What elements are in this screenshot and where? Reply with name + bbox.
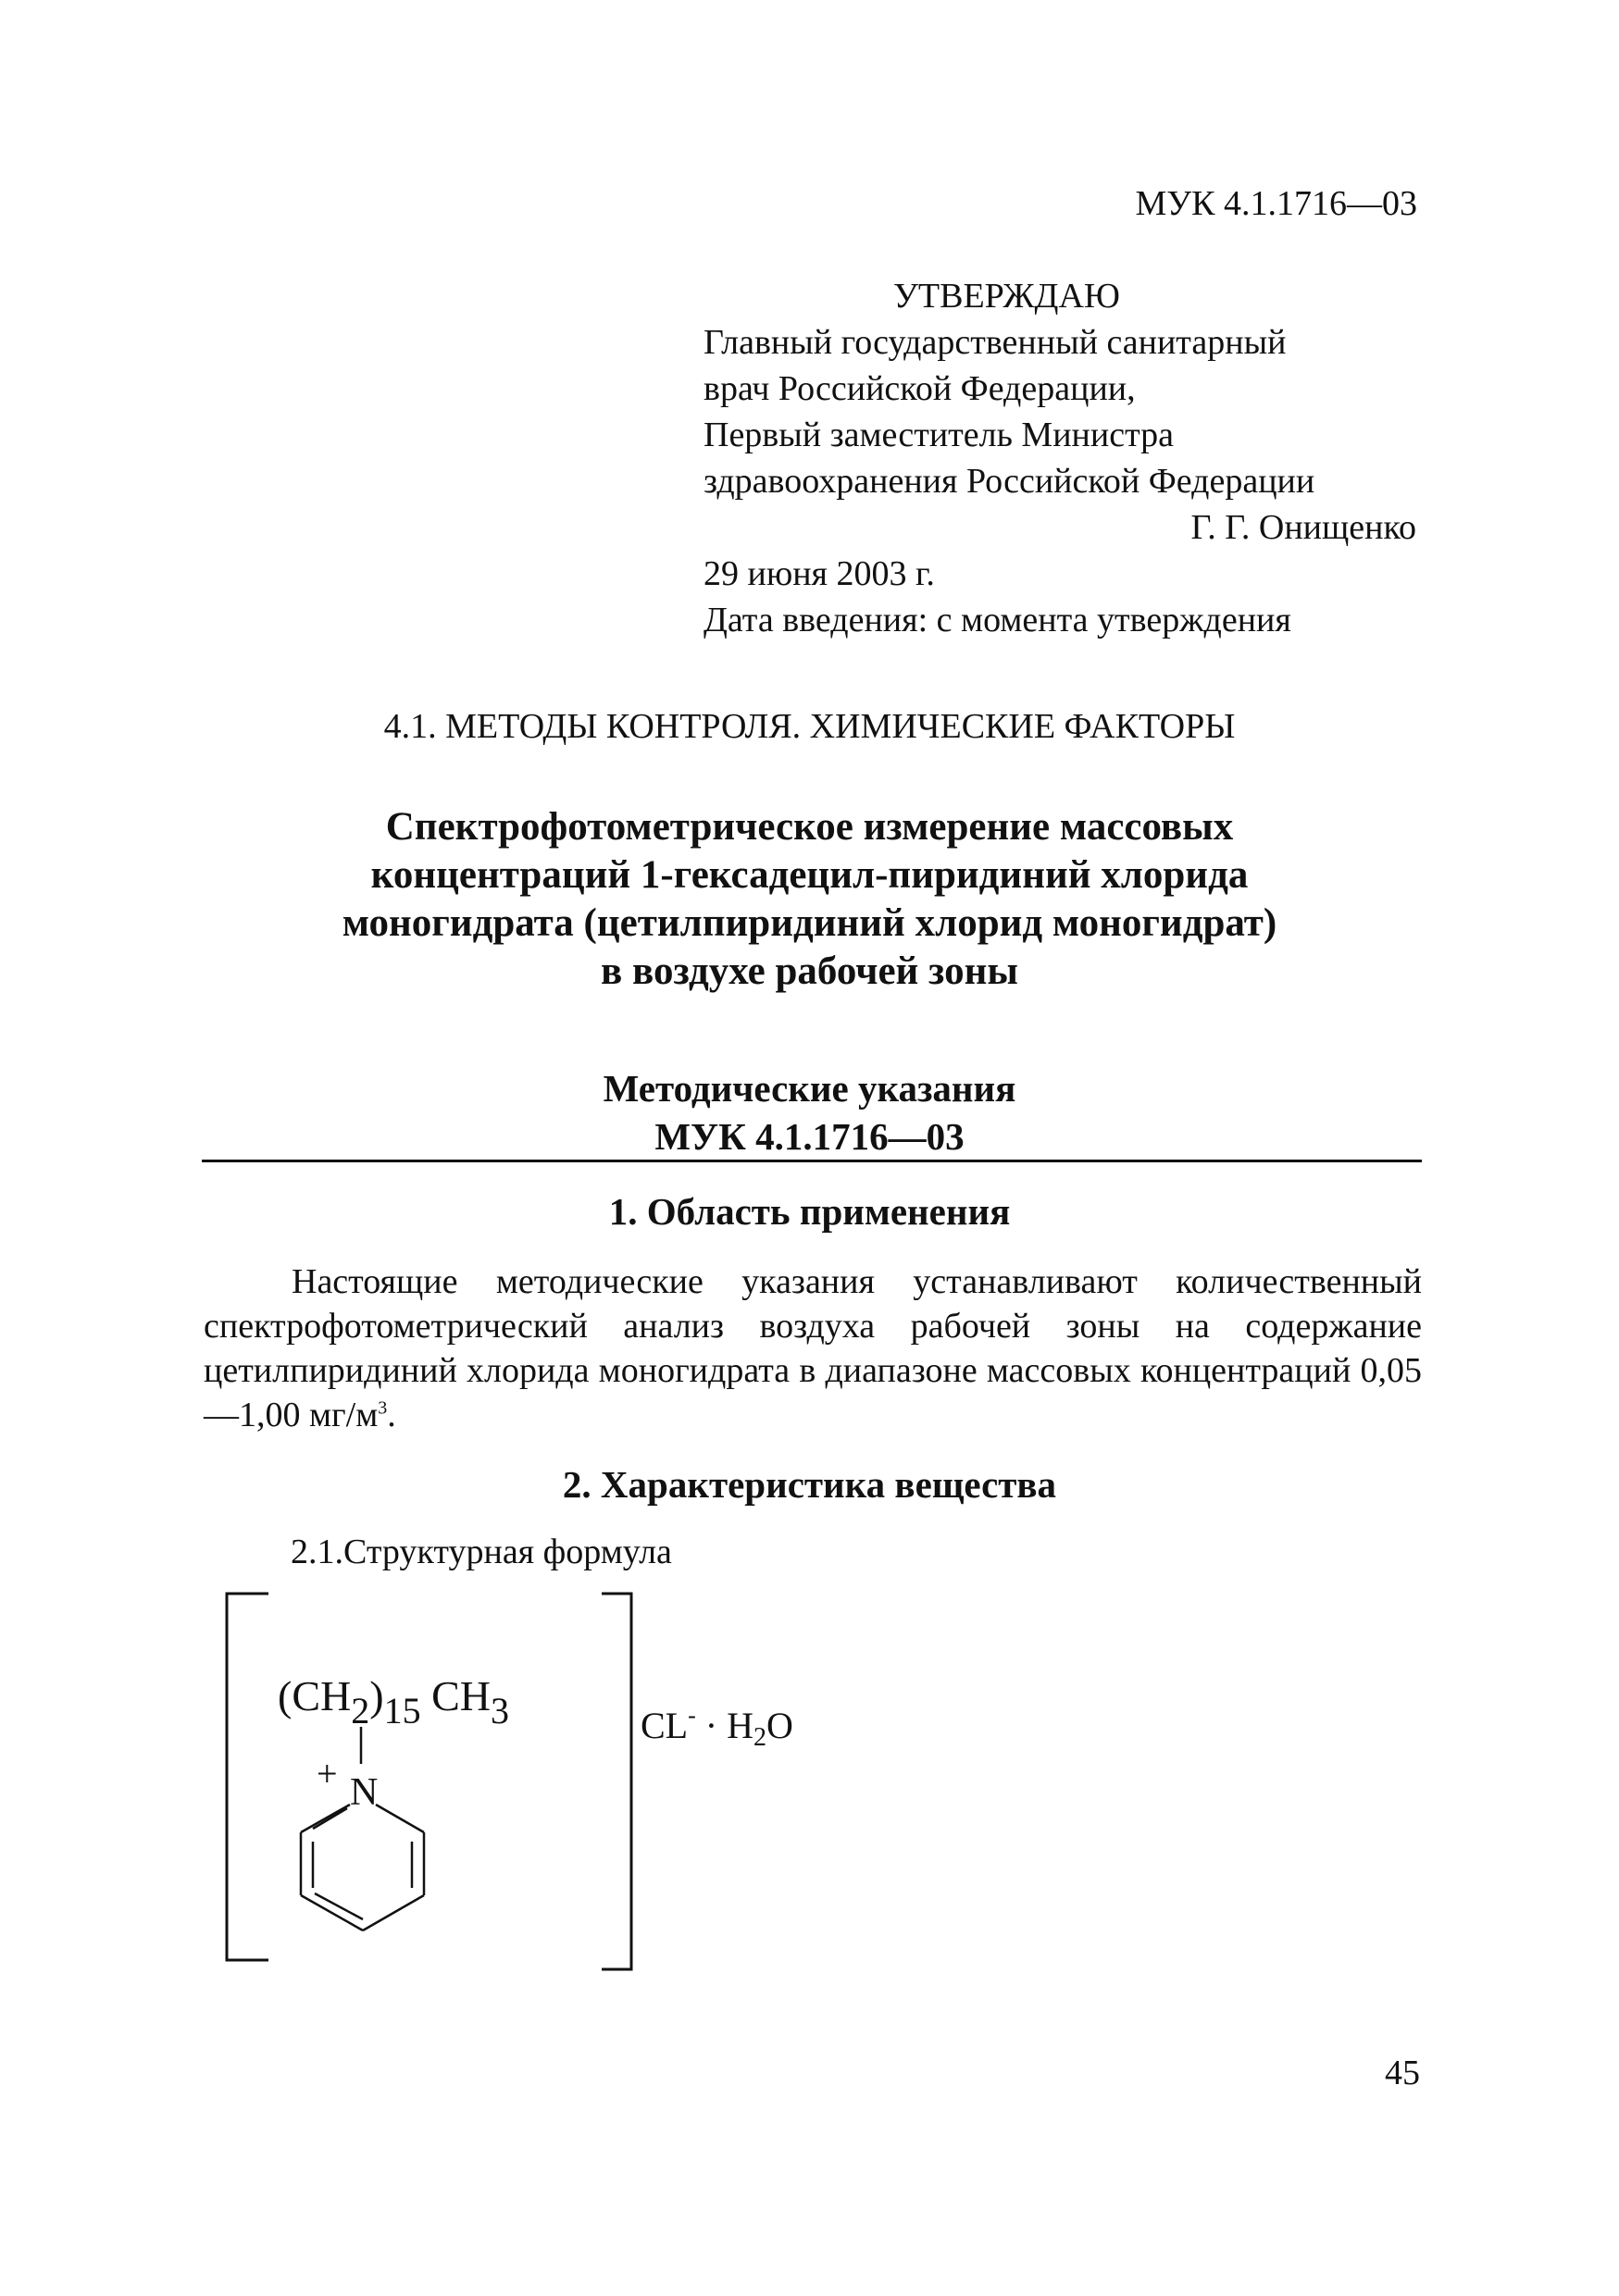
approval-line: Первый заместитель Министра [704,416,1175,454]
subscript-15: 15 [383,1690,421,1731]
paragraph-text: Настоящие методические указания устанавливают количественный спектрофотометрический анализ воздуха рабочей зоны на содержание цетилпиридиний хлорида моногидрата в диапазоне массовых концентраций 0,05—1,00 мг/м [204,1262,1422,1434]
formula-caption: 2.1.Структурная формула [291,1533,672,1571]
title-line: моногидрата (цетилпиридиний хлорид моногидрат) [342,901,1277,945]
title-line: в воздухе рабочей зоны [601,949,1018,993]
subtitle-line: Методические указания [603,1067,1016,1110]
svg-text:(CH2)15 CH3 [278,1672,509,1731]
document-subtitle [0,1064,1619,1160]
unit-superscript: 3 [378,1397,388,1419]
subtitle-code: МУК 4.1.1716—03 [654,1115,965,1158]
subscript-2: 2 [351,1690,370,1731]
water-dot: · H [695,1705,754,1746]
right-bracket [602,1594,631,1969]
nitrogen-atom: N [350,1771,379,1814]
substituent-text: (CH [278,1672,352,1719]
section-2-heading: 2. Характеристика вещества [562,1463,1057,1506]
document-code: МУК 4.1.1716—03 [1135,184,1417,223]
approval-date: 29 июня 2003 г. [704,554,935,593]
pyridine-ring [301,1805,424,1930]
horizontal-rule [202,1160,1422,1162]
left-bracket [227,1594,268,1960]
water-oxygen: O [766,1705,793,1746]
approval-block [704,273,1416,643]
section-caption: 4.1. МЕТОДЫ КОНТРОЛЯ. ХИМИЧЕСКИЕ ФАКТОРЫ [383,707,1236,746]
section-1-heading: 1. Область применения [608,1190,1011,1233]
title-line: концентраций 1-гексадецил-пиридиний хлорида [370,853,1249,897]
approval-line: Главный государственный санитарный [704,323,1287,362]
svg-text:CL- · H2O [641,1702,793,1752]
anion-charge: - [688,1702,696,1729]
water-subscript: 2 [753,1723,767,1752]
structural-formula [213,1590,861,1979]
approval-line: врач Российской Федерации, [704,369,1136,408]
chloride-anion: CL [641,1705,689,1746]
title-line: Спектрофотометрическое измерение массовых [385,805,1234,849]
paragraph-end: . [387,1396,396,1434]
substituent-paren: ) [369,1672,384,1719]
document-title [0,803,1619,996]
approval-line: здравоохранения Российской Федерации [704,462,1315,501]
methyl-text: CH [420,1672,491,1719]
page-number: 45 [1385,2054,1420,2092]
plus-charge: + [317,1753,338,1794]
subscript-3: 3 [490,1690,509,1731]
section-1-paragraph [204,1260,1422,1437]
approval-heading: УТВЕРЖДАЮ [893,277,1120,316]
signer-name: Г. Г. Онищенко [1190,508,1416,547]
effective-date: Дата введения: с момента утверждения [704,601,1291,639]
